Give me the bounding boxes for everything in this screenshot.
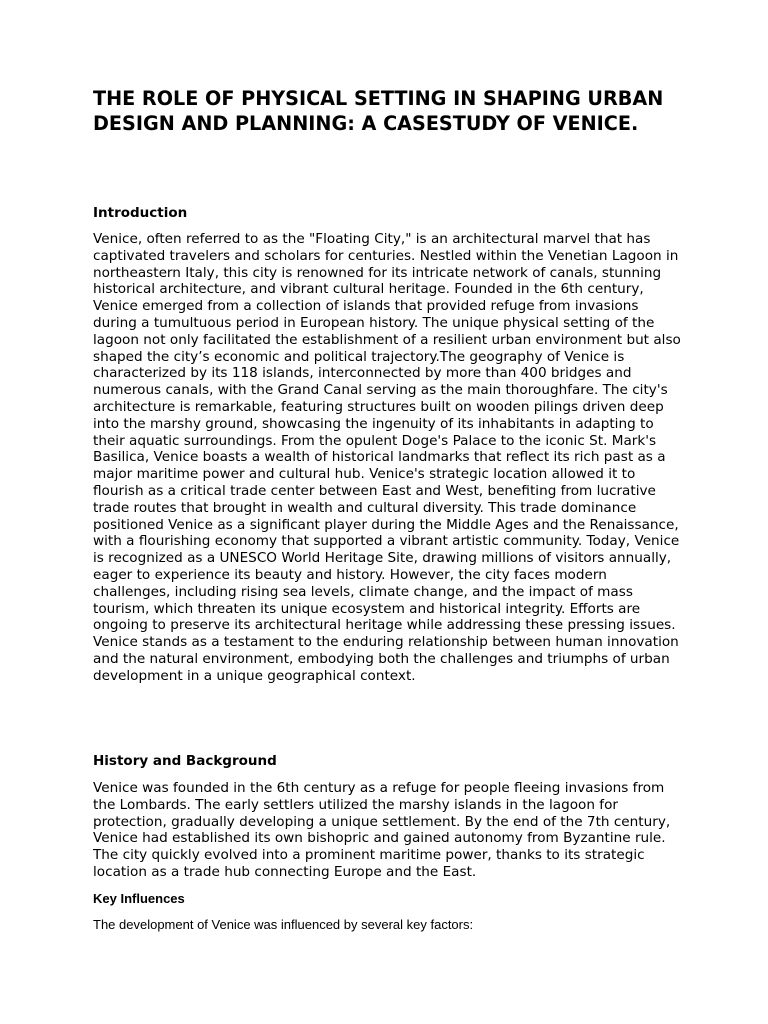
history-heading: History and Background [93,753,277,769]
key-influences-paragraph: The development of Venice was influenced by several key factors: [93,917,474,932]
document-title: THE ROLE OF PHYSICAL SETTING IN SHAPING URBAN DESIGN AND PLANNING: A CASESTUDY OF VENICE. [93,87,664,135]
history-paragraph: Venice was founded in the 6th century as a refuge for people fleeing invasions from the Lombards. The early settlers utilized the marshy islands in the lagoon for protection, gradually developing a unique settlement. By the end of the 7th century, Venice had established its own bishopric and gained autonomy from Byzantine rule. The city quickly evolved into a prominent maritime power, thanks to its strategic location as a trade hub connecting Europe and the East. [93,780,671,880]
introduction-heading: Introduction [93,205,188,221]
key-influences-heading: Key Influences [93,891,185,906]
introduction-paragraph: Venice, often referred to as the "Floating City," is an architectural marvel that has captivated travelers and scholars for centuries. Nestled within the Venetian Lagoon in northeastern Italy, this city is renowned for its intricate network of canals, stunning historical architecture, and vibrant cultural heritage. Founded in the 6th century, Venice emerged from a collection of islands that provided refuge from invasions during a tumultuous period in European history. The unique physical setting of the lagoon not only facilitated the establishment of a resilient urban environment but also shaped the city’s economic and political trajectory.The geography of Venice is characterized by its 118 islands, interconnected by more than 400 bridges and numerous canals, with the Grand Canal serving as the main thoroughfare. The city's architecture is remarkable, featuring structures built on wooden pilings driven deep into the marshy ground, showcasing the ingenuity of its inhabitants in adapting to their aquatic surroundings. From the opulent Doge's Palace to the iconic St. Mark's Basilica, Venice boasts a wealth of historical landmarks that reflect its rich past as a major maritime power and cultural hub. Venice's strategic location allowed it to flourish as a critical trade center between East and West, benefiting from lucrative trade routes that brought in wealth and cultural diversity. This trade dominance positioned Venice as a significant player during the Middle Ages and the Renaissance, with a flourishing economy that supported a vibrant artistic community. Today, Venice is recognized as a UNESCO World Heritage Site, drawing millions of visitors annually, eager to experience its beauty and history. However, the city faces modern challenges, including rising sea levels, climate change, and the impact of mass tourism, which threaten its unique ecosystem and historical integrity. Efforts are ongoing to preserve its architectural heritage while addressing these pressing issues. Venice stands as a testament to the enduring relationship between human innovation and the natural environment, embodying both the challenges and triumphs of urban development in a unique geographical context. [93,231,681,684]
